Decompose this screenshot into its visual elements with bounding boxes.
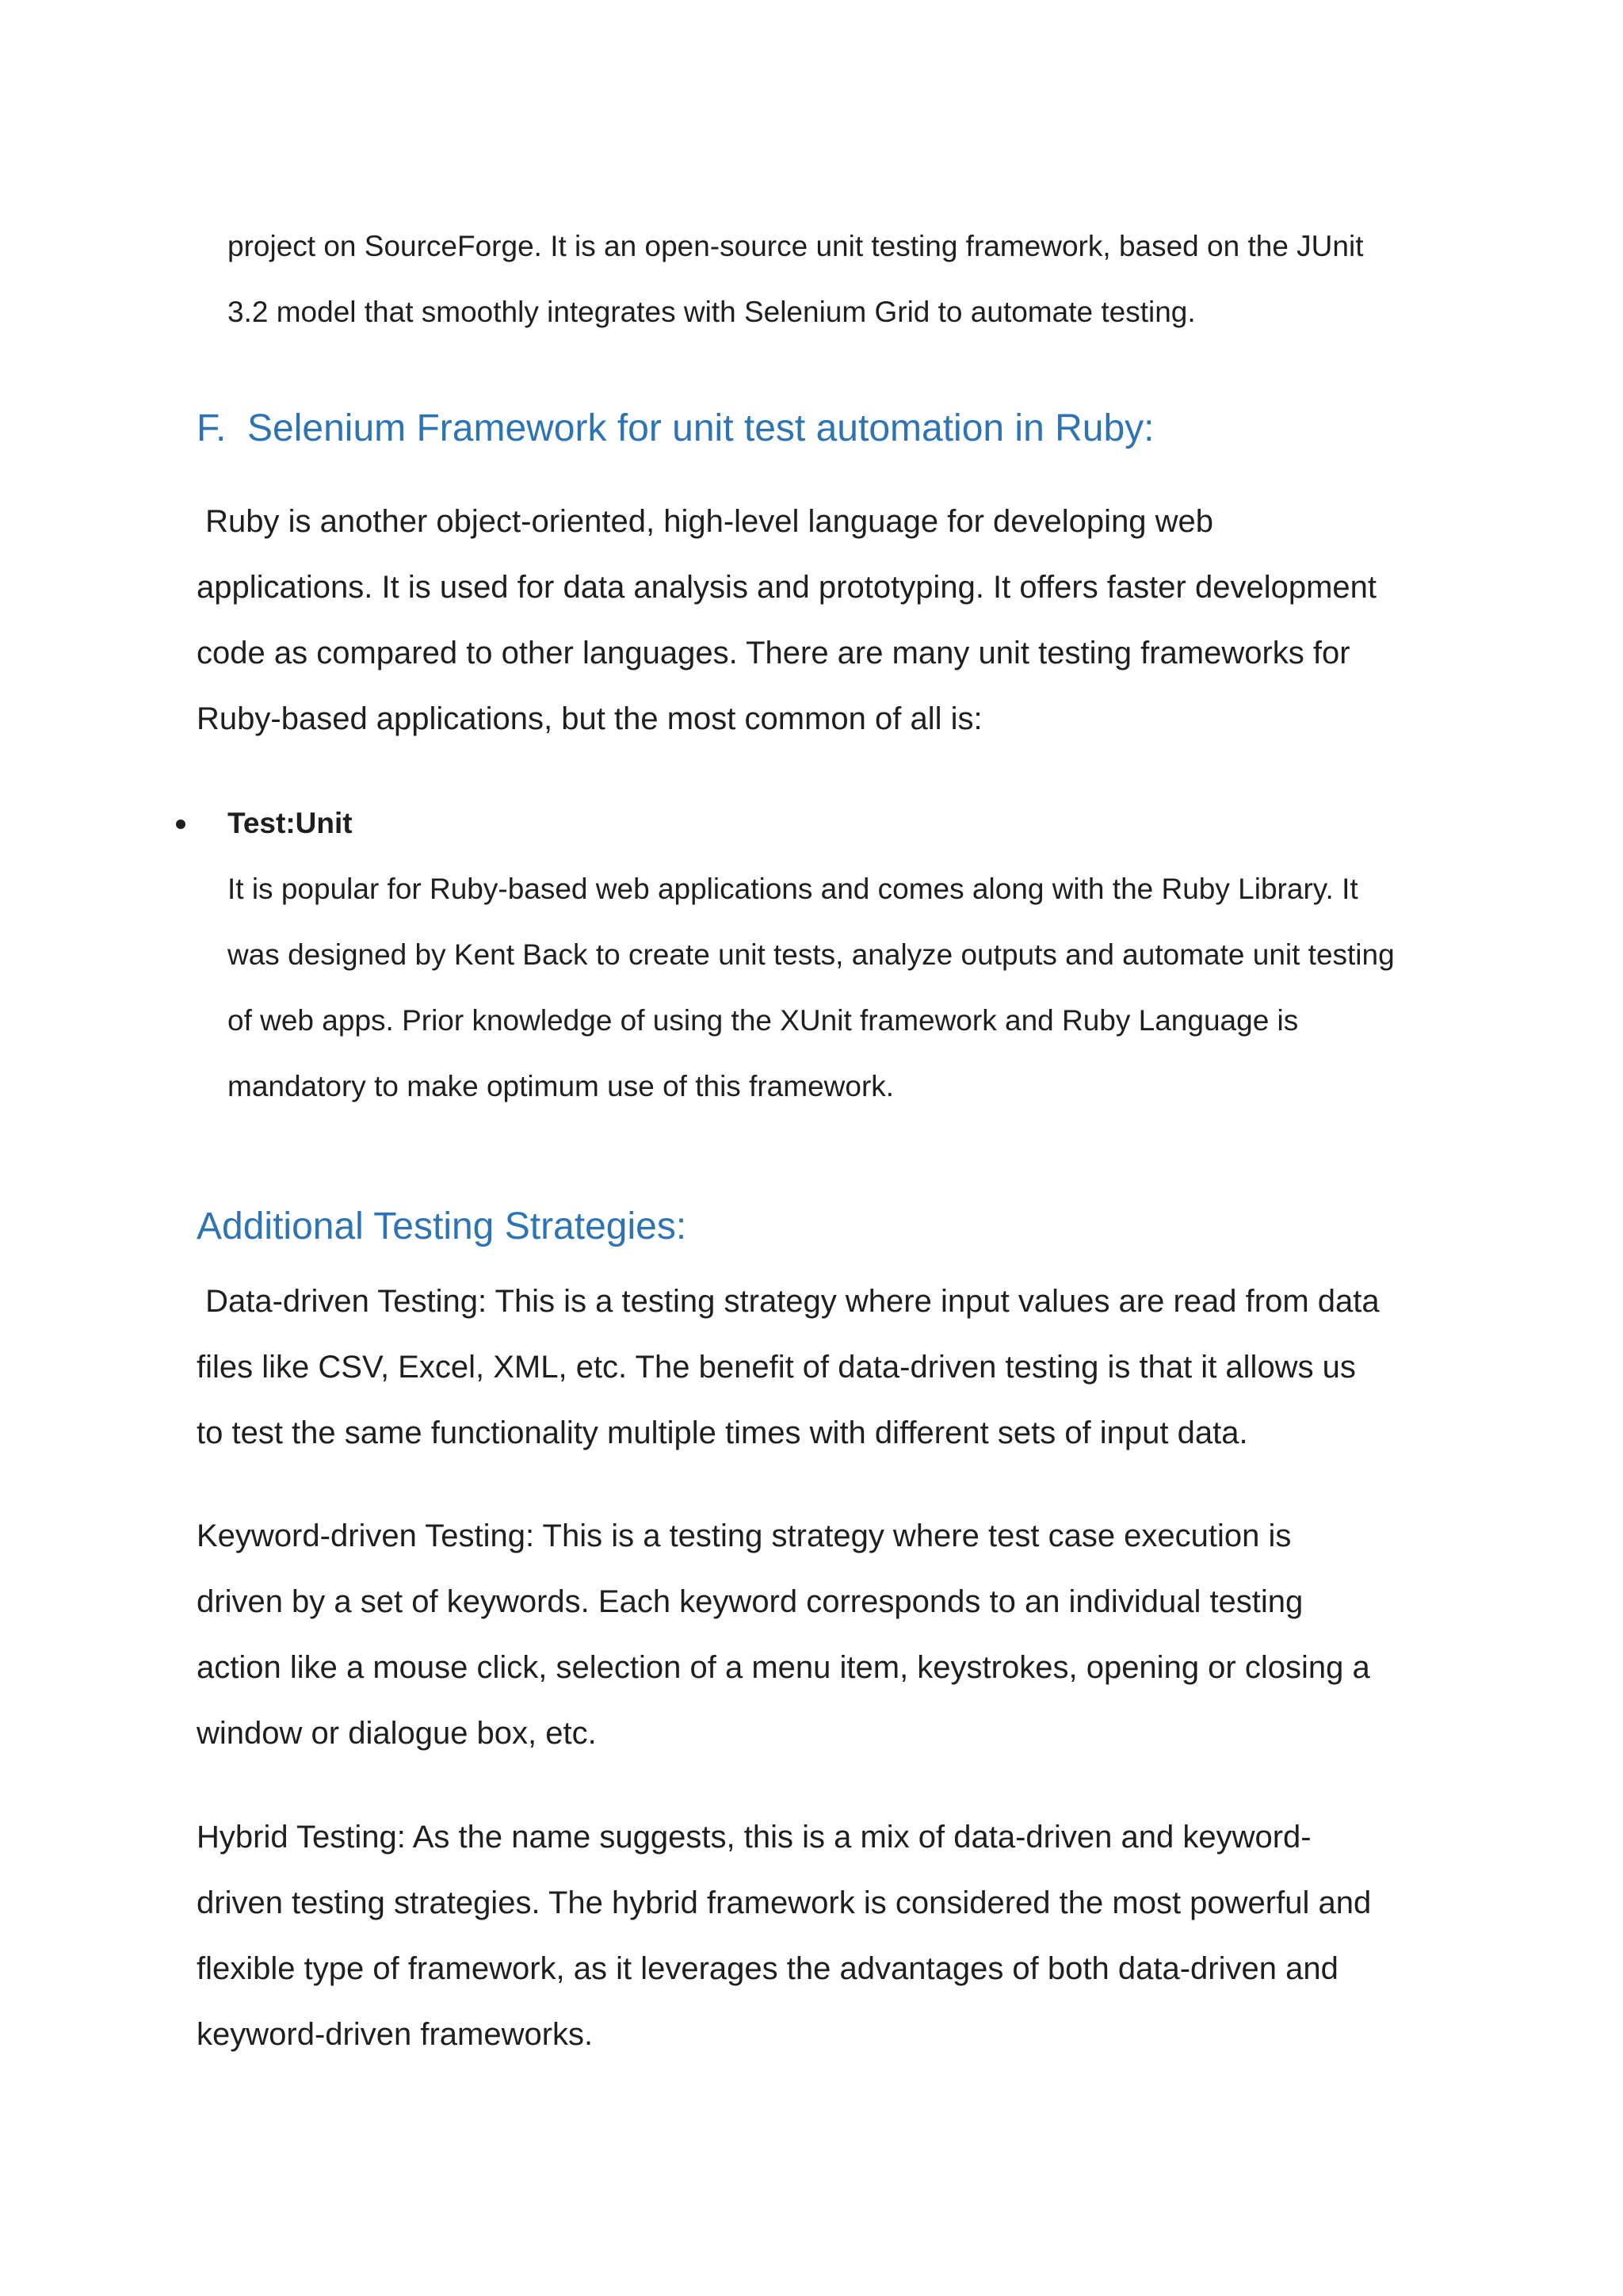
keyword-driven-line: driven by a set of keywords. Each keyword corresponds to an individual testing: [197, 1584, 1304, 1619]
paragraph-line: applications. It is used for data analysis and prototyping. It offers faster development: [197, 570, 1377, 605]
additional-heading: Additional Testing Strategies:: [197, 1205, 687, 1247]
keyword-driven-line: Keyword-driven Testing: This is a testing strategy where test case execution is: [197, 1519, 1292, 1553]
data-driven-line: Data-driven Testing: This is a testing strategy where input values are read from data: [197, 1284, 1380, 1319]
data-driven-line: to test the same functionality multiple times with different sets of input data.: [197, 1415, 1248, 1450]
bullet-line: It is popular for Ruby-based web applications and comes along with the Ruby Library. It: [227, 873, 1358, 905]
bullet-title: Test:Unit: [227, 807, 353, 839]
bullet-dot: [176, 819, 185, 829]
paragraph-line: Ruby-based applications, but the most common of all is:: [197, 701, 983, 736]
paragraph-line: code as compared to other languages. There are many unit testing frameworks for: [197, 636, 1350, 670]
section-f-heading: F. Selenium Framework for unit test automation in Ruby:: [197, 407, 1155, 449]
bullet-line: was designed by Kent Back to create unit tests, analyze outputs and automate unit testing: [227, 938, 1395, 971]
paragraph-line: Ruby is another object-oriented, high-level language for developing web: [197, 504, 1214, 539]
intro-line: 3.2 model that smoothly integrates with Selenium Grid to automate testing.: [227, 296, 1196, 328]
hybrid-line: Hybrid Testing: As the name suggests, this is a mix of data-driven and keyword-: [197, 1820, 1312, 1855]
hybrid-line: flexible type of framework, as it leverages the advantages of both data-driven and: [197, 1951, 1338, 1986]
intro-line: project on SourceForge. It is an open-source unit testing framework, based on the JUnit: [227, 230, 1364, 262]
keyword-driven-line: window or dialogue box, etc.: [197, 1716, 597, 1751]
hybrid-line: driven testing strategies. The hybrid framework is considered the most powerful and: [197, 1885, 1372, 1920]
bullet-line: mandatory to make optimum use of this framework.: [227, 1070, 895, 1102]
data-driven-line: files like CSV, Excel, XML, etc. The benefit of data-driven testing is that it allows us: [197, 1350, 1356, 1385]
bullet-line: of web apps. Prior knowledge of using the XUnit framework and Ruby Language is: [227, 1004, 1299, 1037]
hybrid-line: keyword-driven frameworks.: [197, 2017, 594, 2052]
keyword-driven-line: action like a mouse click, selection of a menu item, keystrokes, opening or closing a: [197, 1650, 1370, 1685]
